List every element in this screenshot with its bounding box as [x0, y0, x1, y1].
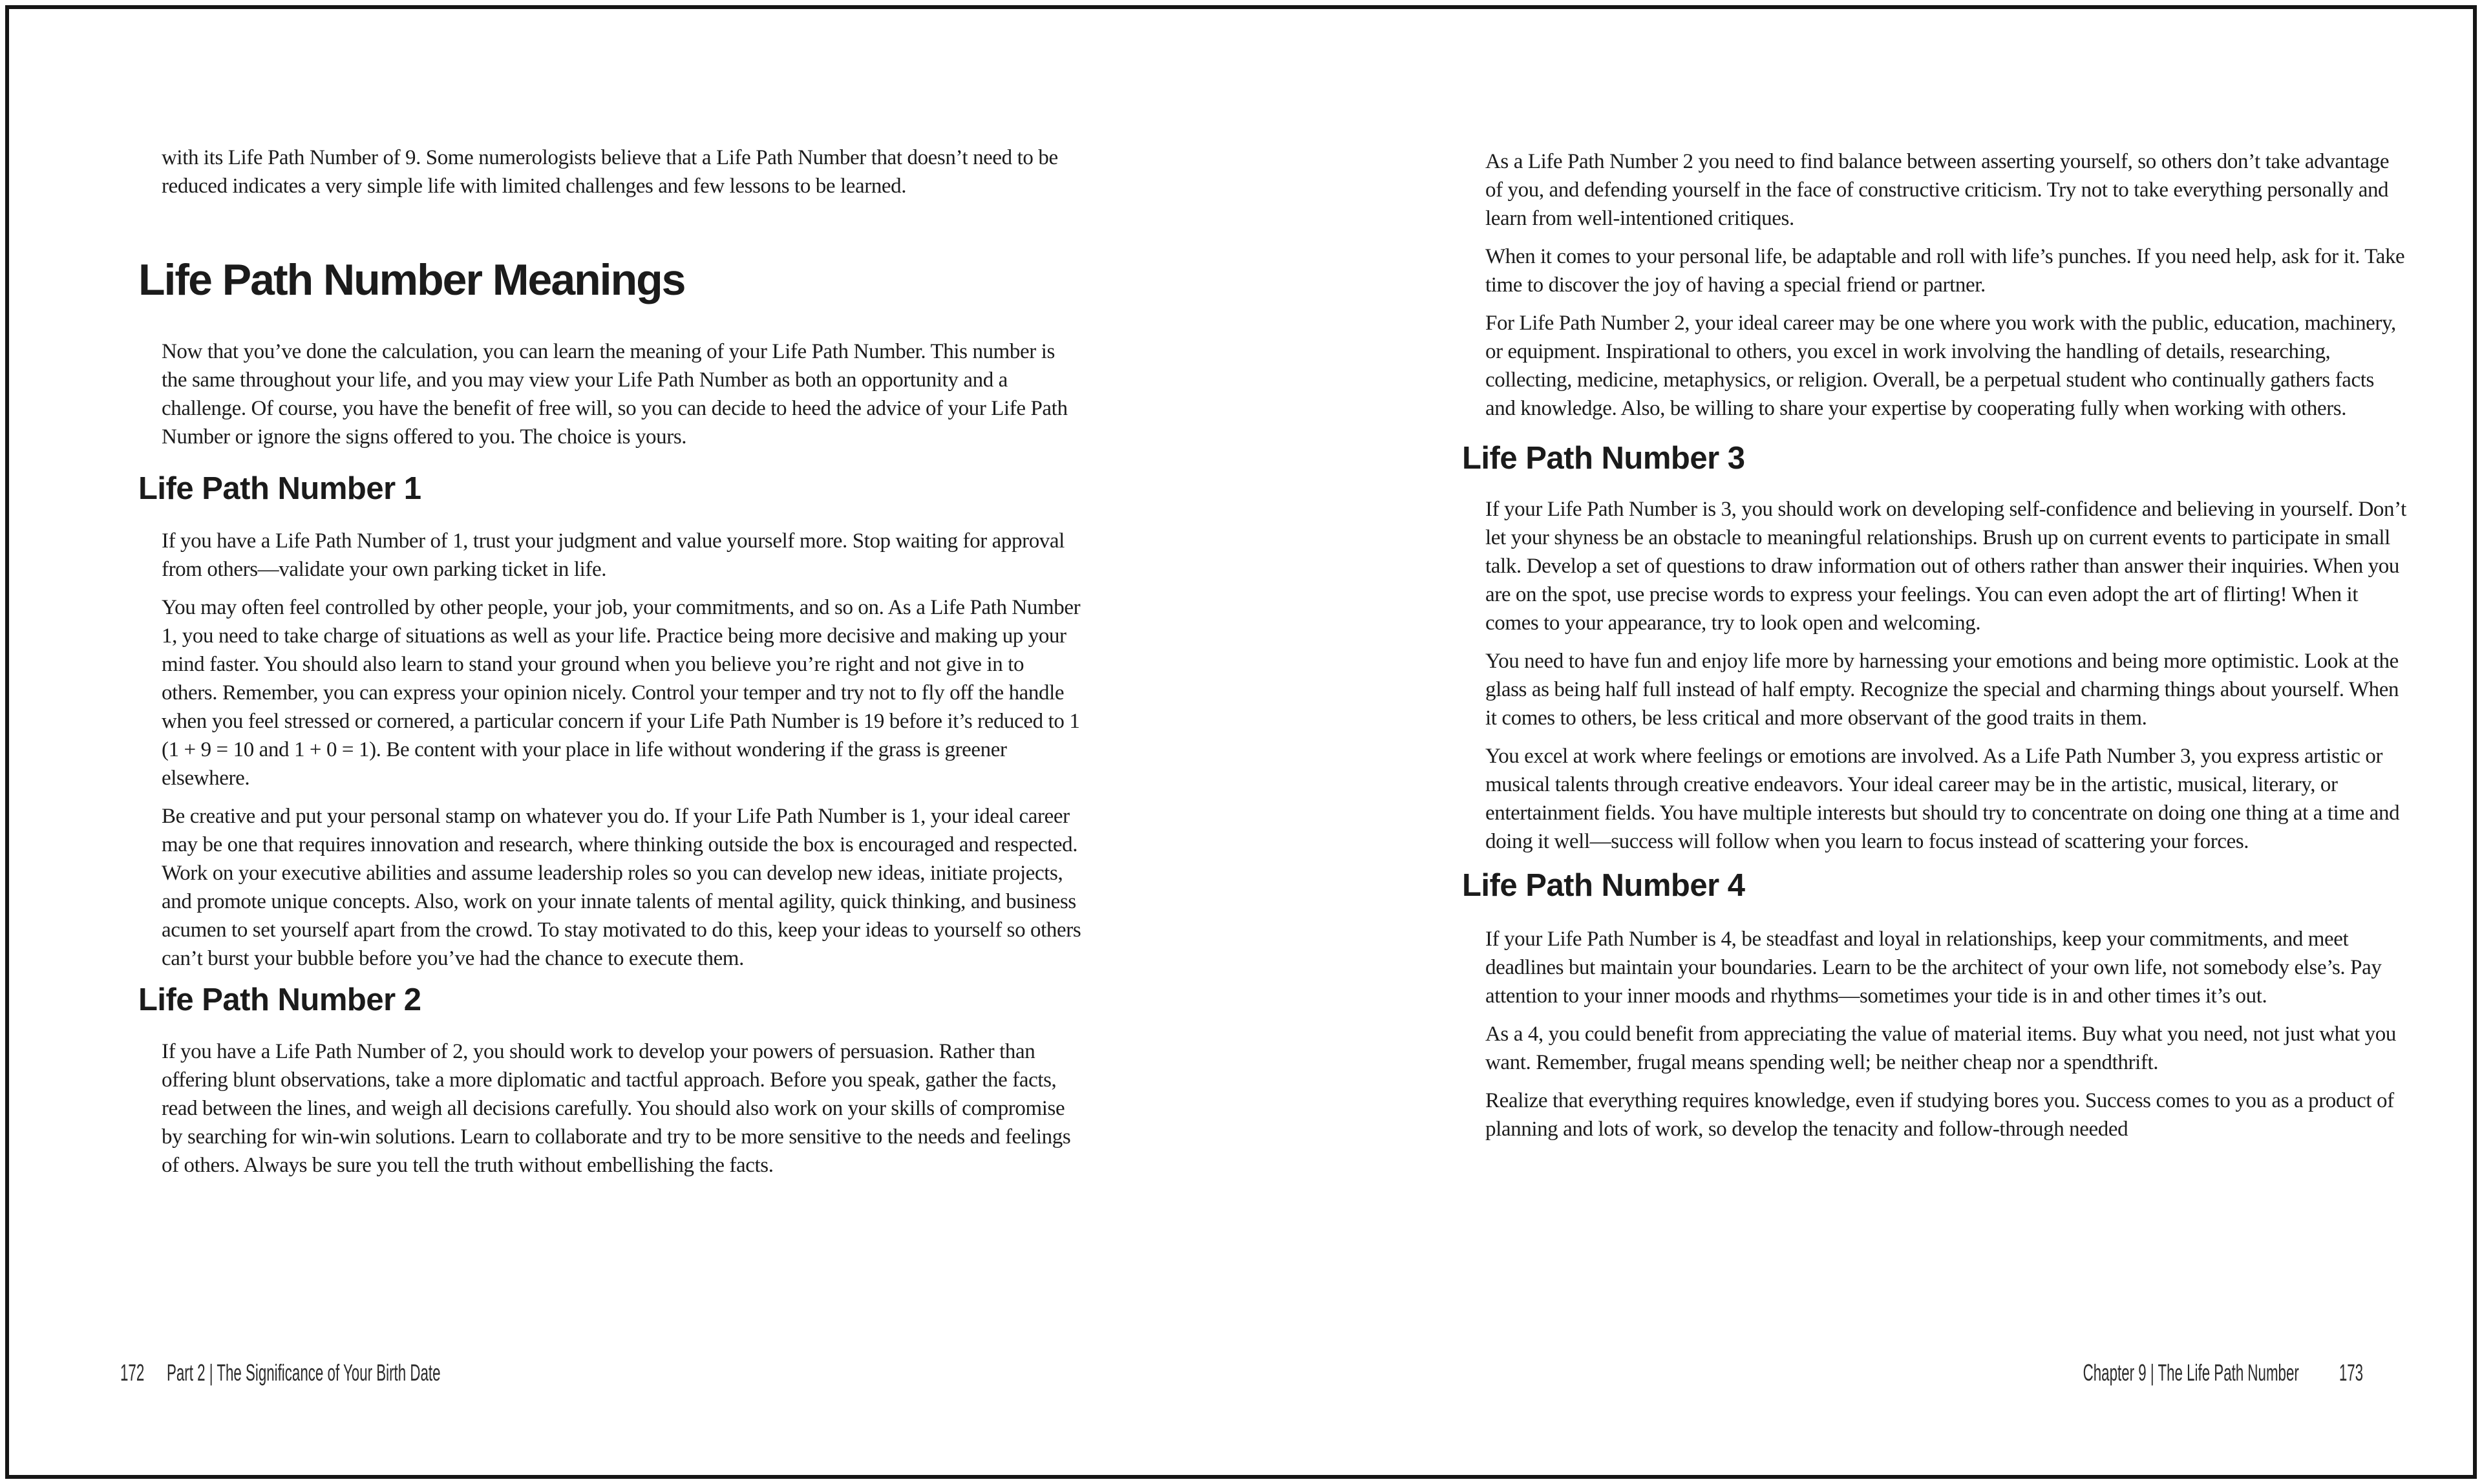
section-heading-life-path-1: Life Path Number 1 — [138, 471, 421, 506]
page-right — [1462, 0, 2407, 1143]
paragraph: For Life Path Number 2, your ideal career may be one where you work with the public, education, machinery, or equipment. Inspirational to others, you excel in work involving the handling of details, researching, collecting, medicine, metaphysics, or religion. Overall, be a perpetual student who continually gathers facts and knowledge. Also, be willing to share your expertise by cooperating fully when working with others. — [1485, 312, 2396, 420]
paragraph: Be creative and put your personal stamp on whatever you do. If your Life Path Number is 1, your ideal career may be one that requires innovation and research, where thinking outside the box is encouraged and respected. Work on your executive abilities and assume leadership roles so you can develop new ideas, initiate projects, and promote unique concepts. Also, work on your innate talents of mental agility, quick thinking, and business acumen to set yourself apart from the crowd. To stay motivated to do this, keep your ideas to yourself so others can’t burst your bubble before you’ve had the chance to execute them. — [162, 805, 1081, 970]
paragraph: Realize that everything requires knowledge, even if studying bores you. Success comes to you as a product of planning and lots of work, so develop the tenacity and follow-through needed — [1485, 1089, 2394, 1141]
footer-left — [120, 1360, 440, 1386]
paragraph-chapter-intro: Now that you’ve done the calculation, you can learn the meaning of your Life Path Number. This number is the same throughout your life, and you may view your Life Path Number as both an opportunity and a challenge. Of course, you have the benefit of free will, so you can decide to heed the advice of your Life Path Number or ignore the signs offered to you. The choice is yours. — [162, 340, 1068, 449]
page-number: 173 — [2339, 1359, 2363, 1386]
section-heading-life-path-4: Life Path Number 4 — [1462, 868, 1745, 903]
section-heading-life-path-3: Life Path Number 3 — [1462, 441, 1745, 476]
paragraph: You may often feel controlled by other people, your job, your commitments, and so on. As a Life Path Number 1, you need to take charge of situations as well as your life. Practice being more decisive and making up your mind faster. You should also learn to stand your ground when you believe you’re right and not give in to others. Remember, you can express your opinion nicely. Control your temper and try not to fly off the handle when you feel stressed or cornered, a particular concern if your Life Path Number is 19 before it’s reduced to 1 (1 + 9 = 10 and 1 + 0 = 1). Be content with your place in life without wondering if the grass is greener elsewhere. — [162, 596, 1081, 790]
page-number: 172 — [120, 1359, 145, 1386]
footer-chapter-title: Chapter 9 | The Life Path Number — [2083, 1359, 2299, 1386]
paragraph-continued: with its Life Path Number of 9. Some numerologists believe that a Life Path Number that doesn’t need to be reduced indicates a very simple life with limited challenges and few lessons to be learned. — [162, 146, 1058, 198]
paragraph: You excel at work where feelings or emotions are involved. As a Life Path Number 3, you express artistic or musical talents through creative endeavors. Your ideal career may be in the artistic, musical, literary, or entertainment fields. You have multiple interests but should try to concentrate on doing one thing at a time and doing it well—success will follow when you learn to focus instead of scattering your forces. — [1485, 745, 2400, 853]
chapter-title: Life Path Number Meanings — [138, 255, 685, 304]
paragraph: If you have a Life Path Number of 1, trust your judgment and value yourself more. Stop waiting for approval from others—validate your own parking ticket in life. — [162, 529, 1065, 581]
paragraph: If you have a Life Path Number of 2, you should work to develop your powers of persuasion. Rather than offering blunt observations, take a more diplomatic and tactful approach. Before you speak, gather the facts, read between the lines, and weigh all decisions carefully. You should also work on your skills of compromise by searching for win-win solutions. Learn to collaborate and try to be more sensitive to the needs and feelings of others. Always be sure you tell the truth without embellishing the facts. — [162, 1040, 1071, 1177]
paragraph: As a Life Path Number 2 you need to find balance between asserting yourself, so others don’t take advantage of you, and defending yourself in the face of constructive criticism. Try not to take everything personally and learn from well-intentioned critiques. — [1485, 150, 2390, 230]
footer-part-title: Part 2 | The Significance of Your Birth Date — [166, 1359, 441, 1386]
paragraph: As a 4, you could benefit from appreciating the value of material items. Buy what you need, not just what you want. Remember, frugal means spending well; be neither cheap nor a spendthrift. — [1485, 1023, 2396, 1074]
paragraph: If your Life Path Number is 4, be steadfast and loyal in relationships, keep your commitments, and meet deadlines but maintain your boundaries. Learn to be the architect of your own life, not somebody else’s. Pay attention to your inner moods and rhythms—sometimes your tide is in and other times it’s out. — [1485, 928, 2382, 1008]
paragraph: When it comes to your personal life, be adaptable and roll with life’s punches. If you need help, ask for it. Take time to discover the joy of having a special friend or partner. — [1485, 245, 2405, 297]
footer-right — [2083, 1360, 2363, 1386]
paragraph: If your Life Path Number is 3, you should work on developing self-confidence and believing in yourself. Don’t let your shyness be an obstacle to meaningful relationships. Brush up on current events to participate in small talk. Develop a set of questions to draw information out of others rather than answer their inquiries. When you are on the spot, use precise words to express your feelings. You can even adopt the art of flirting! When it comes to your appearance, try to look open and welcoming. — [1485, 498, 2406, 635]
section-heading-life-path-2: Life Path Number 2 — [138, 982, 421, 1017]
paragraph: You need to have fun and enjoy life more by harnessing your emotions and being more optimistic. Look at the glass as being half full instead of half empty. Recognize the special and charming things about yourself. When it comes to others, be less critical and more observant of the good traits in them. — [1485, 650, 2399, 730]
page-left — [138, 0, 1082, 1180]
